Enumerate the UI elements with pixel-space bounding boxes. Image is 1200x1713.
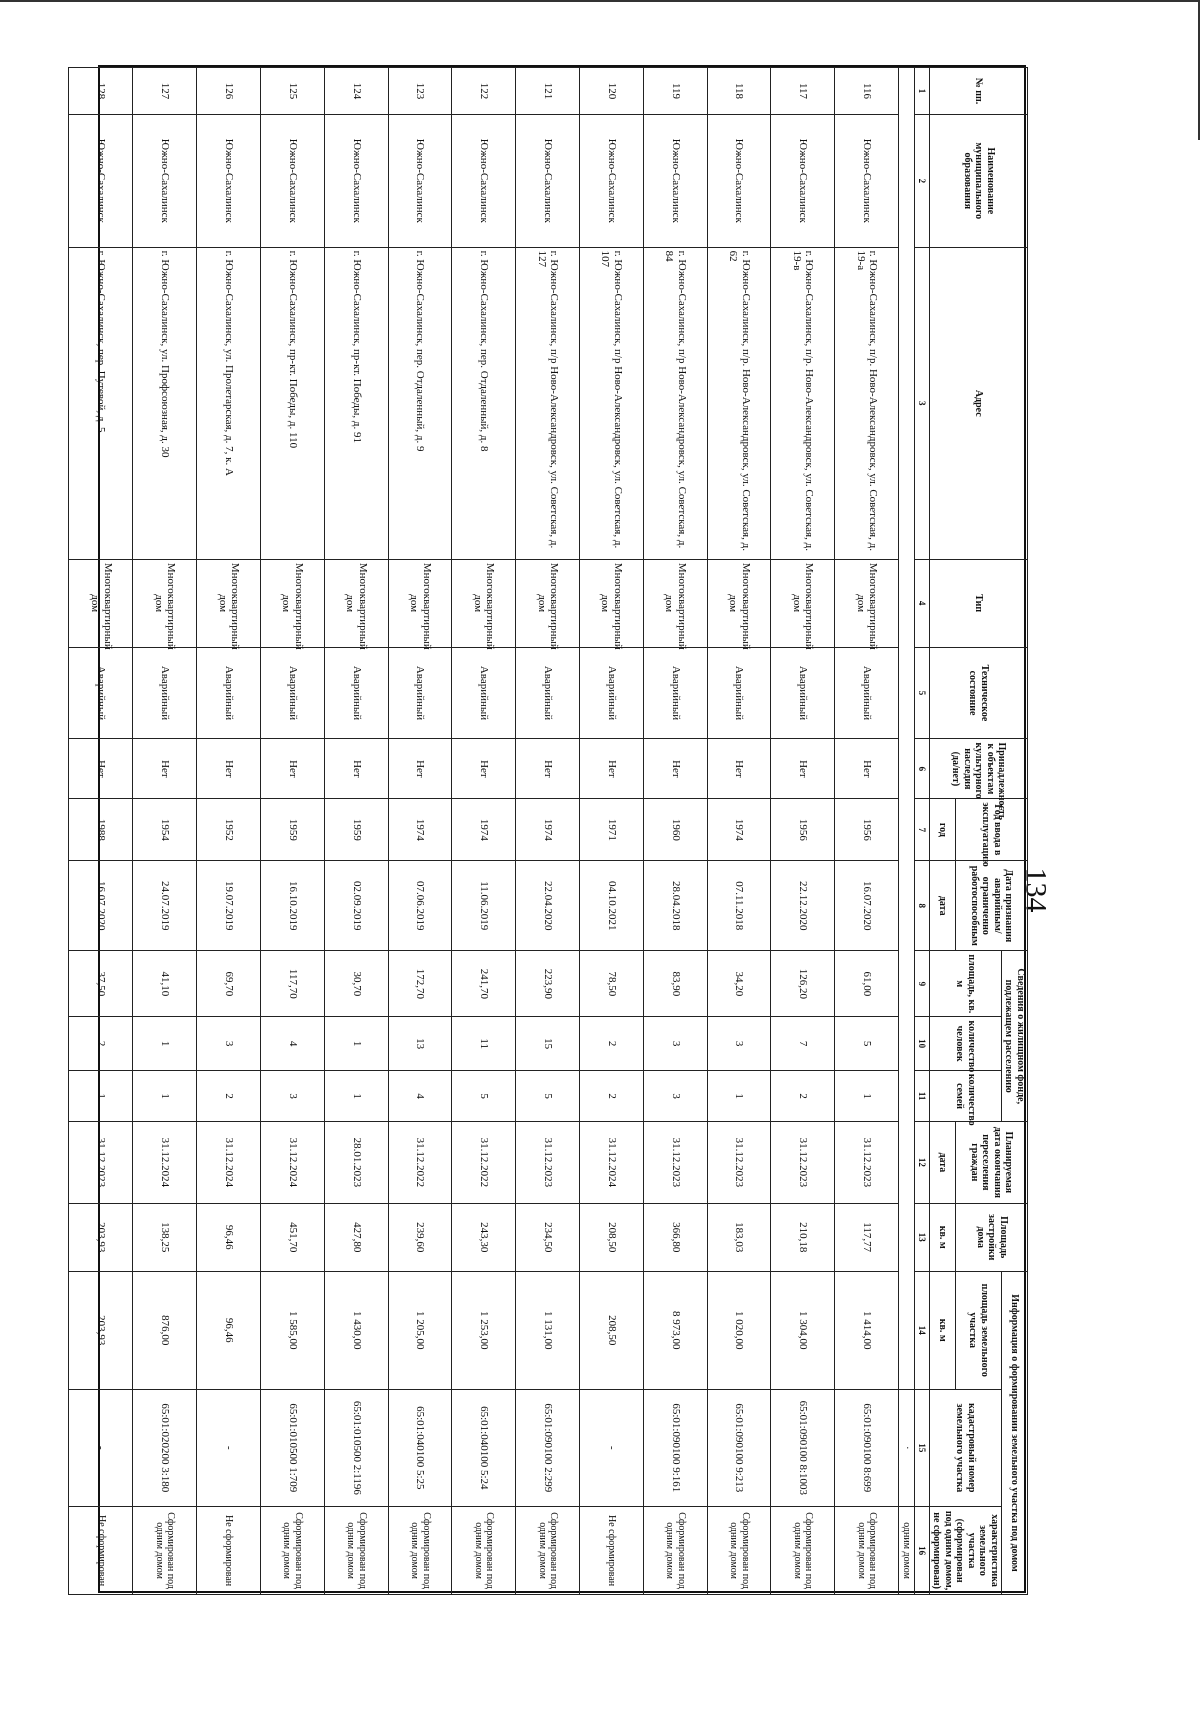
column-number: 4 — [915, 559, 930, 647]
row-resettle-date: 31.12.2024 — [197, 1122, 261, 1203]
row-cultural: Нет — [388, 739, 452, 799]
row-year: 1974 — [388, 799, 452, 861]
row-address: г. Южно-Сахалинск, пер. Отдаленный, д. 8 — [452, 247, 516, 559]
row-condition: Аварийный — [261, 647, 325, 739]
row-cultural: Нет — [69, 739, 133, 799]
header-cultural: Принадлежность к объектам культурного наследия (да/нет) — [930, 739, 1028, 799]
row-type: Многоквартирный дом — [835, 559, 899, 647]
column-number: 12 — [915, 1122, 930, 1203]
row-families: 5 — [452, 1070, 516, 1121]
row-year: 1952 — [197, 799, 261, 861]
row-families: 2 — [580, 1070, 644, 1121]
row-cadastral: 65:01:090100 8:699 — [835, 1389, 899, 1507]
row-cadastral: 65:01:090100 2:299 — [516, 1389, 580, 1507]
row-type: Многоквартирный дом — [261, 559, 325, 647]
row-municipality: Южно-Сахалинск — [771, 115, 835, 248]
column-number: 8 — [915, 861, 930, 951]
rotated-content — [88, 67, 1028, 1595]
row-people: 2 — [69, 1017, 133, 1070]
row-land-class: Сформирован под одним домом — [133, 1507, 197, 1595]
header-type: Тип — [930, 559, 1028, 647]
header-housing-group: Сведения о жилищном фонде, подлежащем расселению — [1002, 951, 1028, 1122]
column-number: 2 — [915, 115, 930, 248]
header-year: год — [930, 799, 956, 861]
row-cultural: Нет — [707, 739, 771, 799]
row-address: г. Южно-Сахалинск, пер. Путевой, д. 5 — [69, 247, 133, 559]
continuation-land-class: одним домом — [899, 1507, 915, 1595]
row-emergency-date: 16.07.2020 — [835, 861, 899, 951]
row-land-class: Сформирован под одним домом — [643, 1507, 707, 1595]
row-year: 1954 — [133, 799, 197, 861]
registry-sheet — [88, 65, 1026, 1593]
row-num: 116 — [835, 68, 899, 115]
header-year-group: Год ввода в эксплуатацию — [955, 799, 1027, 861]
header-date: дата — [930, 861, 956, 951]
row-building-area: 117,77 — [835, 1203, 899, 1271]
row-building-area: 239,60 — [388, 1203, 452, 1271]
row-municipality: Южно-Сахалинск — [452, 115, 516, 248]
row-land-area: 203,93 — [69, 1271, 133, 1389]
row-year: 1956 — [835, 799, 899, 861]
row-cadastral: 65:01:010500 2:1196 — [324, 1389, 388, 1507]
column-number: 5 — [915, 647, 930, 739]
row-year: 1974 — [707, 799, 771, 861]
row-cadastral: 65:01:090100 9:161 — [643, 1389, 707, 1507]
row-condition: Аварийный — [771, 647, 835, 739]
row-land-class: Сформирован под одним домом — [388, 1507, 452, 1595]
row-condition: Аварийный — [197, 647, 261, 739]
header-building-group: Площадь застройки дома — [955, 1203, 1027, 1271]
row-municipality: Южно-Сахалинск — [707, 115, 771, 248]
row-condition: Аварийный — [452, 647, 516, 739]
row-area: 69,70 — [197, 951, 261, 1017]
row-cadastral: 65:01:010500 1:709 — [261, 1389, 325, 1507]
row-condition: Аварийный — [707, 647, 771, 739]
row-people: 3 — [643, 1017, 707, 1070]
row-address: г. Южно-Сахалинск, п/р. Ново-Александровск, ул. Советская, д. 62 — [707, 247, 771, 559]
row-area: 37,50 — [69, 951, 133, 1017]
column-number-row — [915, 68, 930, 1595]
row-type: Многоквартирный дом — [580, 559, 644, 647]
row-area: 223,90 — [516, 951, 580, 1017]
table-row — [580, 68, 644, 1595]
row-address: г. Южно-Сахалинск, пр-кт. Победы, д. 91 — [324, 247, 388, 559]
row-cultural: Нет — [643, 739, 707, 799]
row-building-area: 208,50 — [580, 1203, 644, 1271]
row-year: 1959 — [261, 799, 325, 861]
column-number: 3 — [915, 247, 930, 559]
row-area: 117,70 — [261, 951, 325, 1017]
table-row — [643, 68, 707, 1595]
row-emergency-date: 24.07.2019 — [133, 861, 197, 951]
row-emergency-date: 22.12.2020 — [771, 861, 835, 951]
row-people: 1 — [324, 1017, 388, 1070]
row-address: г. Южно-Сахалинск, п/р Ново-Александровск, ул. Советская, д. 127 — [516, 247, 580, 559]
row-land-class: Не сформирован — [197, 1507, 261, 1595]
row-building-area: 243,30 — [452, 1203, 516, 1271]
row-land-class: Не сформирован — [580, 1507, 644, 1595]
row-families: 1 — [133, 1070, 197, 1121]
row-land-class: Сформирован под одним домом — [452, 1507, 516, 1595]
row-families: 3 — [643, 1070, 707, 1121]
row-land-area: 1 585,00 — [261, 1271, 325, 1389]
row-num: 118 — [707, 68, 771, 115]
column-number: 1 — [915, 68, 930, 115]
header-address: Адрес — [930, 247, 1028, 559]
row-emergency-date: 02.09.2019 — [324, 861, 388, 951]
row-municipality: Южно-Сахалинск — [261, 115, 325, 248]
table-row — [707, 68, 771, 1595]
row-cultural: Нет — [261, 739, 325, 799]
row-resettle-date: 31.12.2023 — [707, 1122, 771, 1203]
page-number: 134 — [1019, 867, 1053, 913]
row-area: 34,20 — [707, 951, 771, 1017]
column-number: 7 — [915, 799, 930, 861]
header-land-area: кв. м — [930, 1271, 956, 1389]
row-land-area: 1 020,00 — [707, 1271, 771, 1389]
row-cultural: Нет — [771, 739, 835, 799]
row-families: 1 — [69, 1070, 133, 1121]
row-type: Многоквартирный дом — [388, 559, 452, 647]
row-condition: Аварийный — [133, 647, 197, 739]
header-num: № пп. — [930, 68, 1028, 115]
row-emergency-date: 07.11.2018 — [707, 861, 771, 951]
row-address: г. Южно-Сахалинск, ул. Профсоюзная, д. 30 — [133, 247, 197, 559]
row-resettle-date: 31.12.2024 — [261, 1122, 325, 1203]
column-number: 10 — [915, 1017, 930, 1070]
row-people: 3 — [197, 1017, 261, 1070]
table-row — [133, 68, 197, 1595]
row-cultural: Нет — [835, 739, 899, 799]
table-row — [452, 68, 516, 1595]
row-num: 122 — [452, 68, 516, 115]
row-families: 1 — [707, 1070, 771, 1121]
row-emergency-date: 16.10.2019 — [261, 861, 325, 951]
header-emergency-group: Дата признания аварийным/ограниченно работоспособным — [955, 861, 1027, 951]
row-cultural: Нет — [324, 739, 388, 799]
row-num: 127 — [133, 68, 197, 115]
row-emergency-date: 04.10.2021 — [580, 861, 644, 951]
column-number: 11 — [915, 1070, 930, 1121]
row-land-class: Сформирован под одним домом — [261, 1507, 325, 1595]
row-condition: Аварийный — [835, 647, 899, 739]
row-cultural: Нет — [580, 739, 644, 799]
row-people: 7 — [771, 1017, 835, 1070]
row-emergency-date: 16.07.2020 — [69, 861, 133, 951]
column-number: 9 — [915, 951, 930, 1017]
row-municipality: Южно-Сахалинск — [197, 115, 261, 248]
row-building-area: 138,25 — [133, 1203, 197, 1271]
column-number: 13 — [915, 1203, 930, 1271]
row-families: 2 — [771, 1070, 835, 1121]
table-row — [69, 68, 133, 1595]
row-people: 4 — [261, 1017, 325, 1070]
row-year: 1988 — [69, 799, 133, 861]
continuation-cadastral: · — [899, 1389, 915, 1507]
row-building-area: 366,80 — [643, 1203, 707, 1271]
row-land-class: Сформирован под одним домом — [771, 1507, 835, 1595]
row-cadastral: - — [580, 1389, 644, 1507]
row-resettle-date: 31.12.2022 — [452, 1122, 516, 1203]
row-people: 1 — [133, 1017, 197, 1070]
row-land-area: 1 414,00 — [835, 1271, 899, 1389]
row-num: 126 — [197, 68, 261, 115]
row-cultural: Нет — [516, 739, 580, 799]
row-cultural: Нет — [452, 739, 516, 799]
row-address: г. Южно-Сахалинск, п/р. Ново-Александровск, ул. Советская, д. 19-а — [835, 247, 899, 559]
row-land-class: Сформирован под одним домом — [707, 1507, 771, 1595]
header-municipality: Наименование муниципального образования — [930, 115, 1028, 248]
table-row — [388, 68, 452, 1595]
row-land-area: 1 253,00 — [452, 1271, 516, 1389]
row-num: 125 — [261, 68, 325, 115]
row-resettle-date: 31.12.2023 — [771, 1122, 835, 1203]
row-condition: Аварийный — [516, 647, 580, 739]
row-municipality: Южно-Сахалинск — [69, 115, 133, 248]
row-num: 124 — [324, 68, 388, 115]
row-cadastral: 65:01:040100 5:24 — [452, 1389, 516, 1507]
row-year: 1959 — [324, 799, 388, 861]
row-emergency-date: 28.04.2018 — [643, 861, 707, 951]
row-municipality: Южно-Сахалинск — [835, 115, 899, 248]
row-land-area: 1 131,00 — [516, 1271, 580, 1389]
header-land-area-group: площадь земельного участка — [955, 1271, 1001, 1389]
row-year: 1974 — [452, 799, 516, 861]
row-families: 3 — [261, 1070, 325, 1121]
row-area: 241,70 — [452, 951, 516, 1017]
row-type: Многоквартирный дом — [133, 559, 197, 647]
row-year: 1974 — [516, 799, 580, 861]
header-cadastral: кадастровый номер земельного участка — [930, 1389, 1002, 1507]
row-people: 2 — [580, 1017, 644, 1070]
row-type: Многоквартирный дом — [516, 559, 580, 647]
row-type: Многоквартирный дом — [197, 559, 261, 647]
header-building-area: кв. м — [930, 1203, 956, 1271]
row-emergency-date: 19.07.2019 — [197, 861, 261, 951]
row-condition: Аварийный — [643, 647, 707, 739]
header-resettle-date: дата — [930, 1122, 956, 1203]
table-row — [261, 68, 325, 1595]
row-condition: Аварийный — [388, 647, 452, 739]
column-number: 15 — [915, 1389, 930, 1507]
row-cadastral: 65:01:020200 3:180 — [133, 1389, 197, 1507]
row-people: 13 — [388, 1017, 452, 1070]
table-row — [835, 68, 899, 1595]
row-area: 30,70 — [324, 951, 388, 1017]
row-land-area: 8 973,00 — [643, 1271, 707, 1389]
header-area: площадь, кв. м — [930, 951, 1002, 1017]
row-land-area: 1 205,00 — [388, 1271, 452, 1389]
header-families: количество семей — [930, 1070, 1002, 1121]
row-cadastral: 65:01:090100 8:1003 — [771, 1389, 835, 1507]
row-condition: Аварийный — [69, 647, 133, 739]
continuation-row — [899, 68, 915, 1595]
scan-edge-top — [0, 0, 1200, 2]
row-building-area: 203,93 — [69, 1203, 133, 1271]
row-building-area: 210,18 — [771, 1203, 835, 1271]
row-land-area: 876,00 — [133, 1271, 197, 1389]
row-building-area: 451,70 — [261, 1203, 325, 1271]
row-municipality: Южно-Сахалинск — [324, 115, 388, 248]
row-condition: Аварийный — [580, 647, 644, 739]
row-address: г. Южно-Сахалинск, п/р. Ново-Александровск, ул. Советская, д. 19-в — [771, 247, 835, 559]
row-type: Многоквартирный дом — [771, 559, 835, 647]
row-families: 1 — [835, 1070, 899, 1121]
row-emergency-date: 11.06.2019 — [452, 861, 516, 951]
row-area: 83,90 — [643, 951, 707, 1017]
table-row — [516, 68, 580, 1595]
row-families: 1 — [324, 1070, 388, 1121]
row-cultural: Нет — [197, 739, 261, 799]
row-emergency-date: 07.06.2019 — [388, 861, 452, 951]
row-building-area: 427,80 — [324, 1203, 388, 1271]
emergency-housing-table — [69, 67, 1029, 1595]
table-body — [69, 68, 915, 1595]
row-families: 4 — [388, 1070, 452, 1121]
row-num: 121 — [516, 68, 580, 115]
row-land-class: Сформирован под одним домом — [324, 1507, 388, 1595]
row-resettle-date: 31.12.2023 — [835, 1122, 899, 1203]
row-area: 61,00 — [835, 951, 899, 1017]
column-number: 14 — [915, 1271, 930, 1389]
row-num: 123 — [388, 68, 452, 115]
row-cadastral: - — [197, 1389, 261, 1507]
table-row — [771, 68, 835, 1595]
row-land-class: Не сформирован — [69, 1507, 133, 1595]
row-municipality: Южно-Сахалинск — [388, 115, 452, 248]
row-families: 2 — [197, 1070, 261, 1121]
row-address: г. Южно-Сахалинск, ул. Пролетарская, д. 7, к. А — [197, 247, 261, 559]
row-land-area: 1 304,00 — [771, 1271, 835, 1389]
row-cadastral: 65:01:040100 5:25 — [388, 1389, 452, 1507]
row-type: Многоквартирный дом — [643, 559, 707, 647]
row-resettle-date: 31.12.2024 — [580, 1122, 644, 1203]
row-municipality: Южно-Сахалинск — [516, 115, 580, 248]
row-num: 117 — [771, 68, 835, 115]
row-land-area: 1 430,00 — [324, 1271, 388, 1389]
row-building-area: 96,46 — [197, 1203, 261, 1271]
row-people: 11 — [452, 1017, 516, 1070]
row-type: Многоквартирный дом — [324, 559, 388, 647]
row-year: 1956 — [771, 799, 835, 861]
row-resettle-date: 28.01.2023 — [324, 1122, 388, 1203]
header-resettle-group: Планируемая дата окончания переселения граждан — [955, 1122, 1027, 1203]
row-municipality: Южно-Сахалинск — [643, 115, 707, 248]
header-land-class: характеристика земельного участка (сформирован под одним домом, не сформирован) — [930, 1507, 1002, 1595]
row-address: г. Южно-Сахалинск, пер. Отдаленный, д. 9 — [388, 247, 452, 559]
row-num: 119 — [643, 68, 707, 115]
row-resettle-date: 31.12.2024 — [133, 1122, 197, 1203]
row-address: г. Южно-Сахалинск, пр-кт. Победы, д. 110 — [261, 247, 325, 559]
row-condition: Аварийный — [324, 647, 388, 739]
row-address: г. Южно-Сахалинск, п/р Ново-Александровск, ул. Советская, д. 107 — [580, 247, 644, 559]
row-resettle-date: 31.12.2023 — [516, 1122, 580, 1203]
row-type: Многоквартирный дом — [707, 559, 771, 647]
empty-cells — [899, 68, 915, 1390]
row-emergency-date: 22.04.2020 — [516, 861, 580, 951]
row-num: 128 — [69, 68, 133, 115]
row-municipality: Южно-Сахалинск — [580, 115, 644, 248]
row-people: 15 — [516, 1017, 580, 1070]
column-number: 6 — [915, 739, 930, 799]
row-families: 5 — [516, 1070, 580, 1121]
row-resettle-date: 31.12.2023 — [643, 1122, 707, 1203]
row-land-area: 96,46 — [197, 1271, 261, 1389]
row-area: 172,70 — [388, 951, 452, 1017]
row-building-area: 183,03 — [707, 1203, 771, 1271]
row-address: г. Южно-Сахалинск, п/р Ново-Александровск, ул. Советская, д. 84 — [643, 247, 707, 559]
row-area: 78,50 — [580, 951, 644, 1017]
header-land-group: Информация о формировании земельного участка под домом — [1002, 1271, 1028, 1594]
row-building-area: 234,50 — [516, 1203, 580, 1271]
table-row — [197, 68, 261, 1595]
header-condition: Техническое состояние — [930, 647, 1028, 739]
row-land-class: Сформирован под одним домом — [835, 1507, 899, 1595]
row-area: 41,10 — [133, 951, 197, 1017]
row-area: 126,20 — [771, 951, 835, 1017]
row-people: 3 — [707, 1017, 771, 1070]
row-cadastral: - — [69, 1389, 133, 1507]
table-row — [324, 68, 388, 1595]
row-type: Многоквартирный дом — [452, 559, 516, 647]
row-municipality: Южно-Сахалинск — [133, 115, 197, 248]
row-year: 1960 — [643, 799, 707, 861]
row-resettle-date: 31.12.2023 — [69, 1122, 133, 1203]
header-people: количество человек — [930, 1017, 1002, 1070]
row-type: Многоквартирный дом — [69, 559, 133, 647]
column-number: 16 — [915, 1507, 930, 1595]
row-resettle-date: 31.12.2022 — [388, 1122, 452, 1203]
row-land-class: Сформирован под одним домом — [516, 1507, 580, 1595]
row-cadastral: 65:01:090100 9:213 — [707, 1389, 771, 1507]
row-people: 5 — [835, 1017, 899, 1070]
row-cultural: Нет — [133, 739, 197, 799]
row-year: 1971 — [580, 799, 644, 861]
row-num: 120 — [580, 68, 644, 115]
row-land-area: 208,50 — [580, 1271, 644, 1389]
